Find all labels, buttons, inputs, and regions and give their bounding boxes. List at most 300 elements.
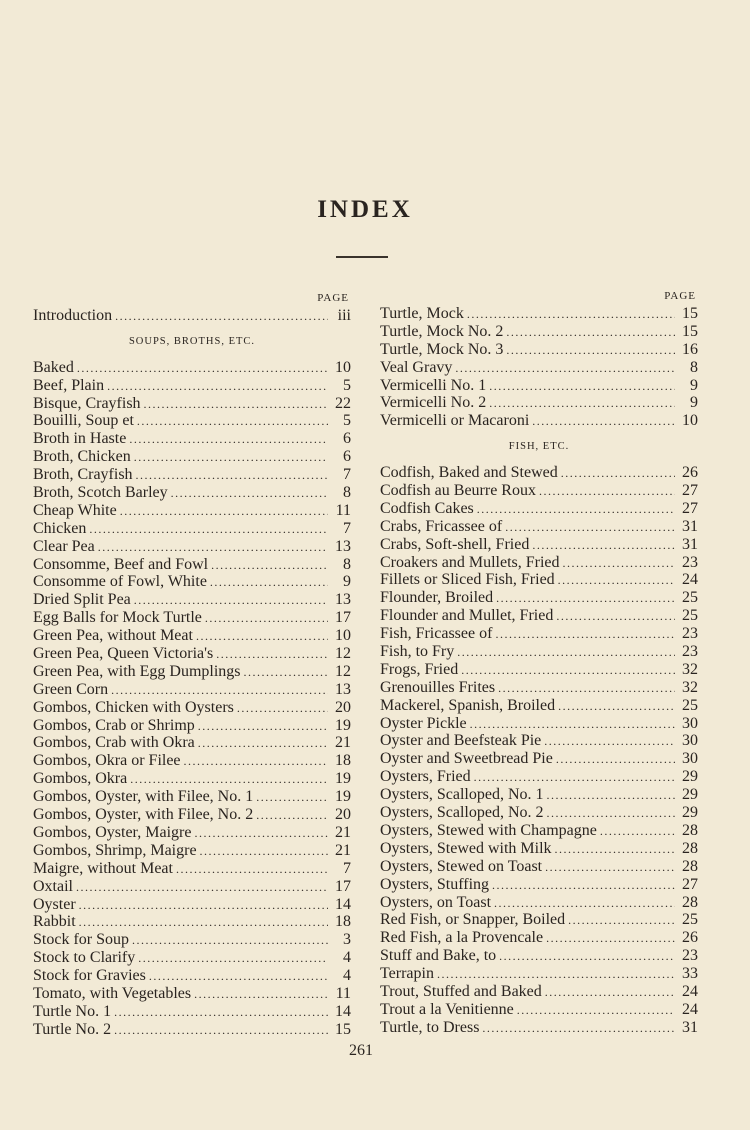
index-entry-introduction (33, 307, 351, 325)
index-entry (380, 858, 698, 876)
entry-name: Grenouilles Frites (380, 678, 496, 696)
leader-dots (149, 968, 328, 986)
leader-dots (256, 807, 328, 825)
entry-page: 14 (335, 895, 351, 913)
entry-page: 23 (682, 553, 698, 571)
entry-page: 19 (335, 716, 351, 734)
leader-dots (489, 395, 675, 413)
entry-name: Green Pea, with Egg Dumplings (33, 662, 241, 680)
entry-page: 33 (682, 965, 698, 983)
leader-dots (205, 610, 328, 628)
index-entry (33, 520, 351, 538)
leader-dots (489, 378, 675, 396)
index-entry (380, 305, 698, 323)
index-entry (33, 717, 351, 735)
entry-name: Codfish Cakes (380, 499, 474, 517)
index-entry (33, 645, 351, 663)
index-entry (33, 878, 351, 896)
entry-page: 3 (343, 931, 351, 949)
entry-page: 29 (682, 768, 698, 786)
index-entry (380, 482, 698, 500)
entry-name: Oysters, Stewed on Toast (380, 857, 543, 875)
entry-page: 23 (682, 625, 698, 643)
entry-page: 12 (335, 645, 351, 663)
entry-name: Croakers and Mullets, Fried (380, 553, 560, 571)
leader-dots (184, 753, 328, 771)
soups-entry-list (33, 359, 351, 1039)
fish-entry-list (380, 464, 698, 1037)
index-entry (33, 734, 351, 752)
entry-name: Introduction (33, 307, 113, 324)
entry-page: 28 (682, 821, 698, 839)
page-column-header: PAGE (664, 290, 696, 302)
leader-dots (98, 539, 328, 557)
entry-name: Red Fish, or Snapper, Boiled (380, 911, 566, 929)
leader-dots (600, 823, 675, 841)
index-entry (380, 661, 698, 679)
soups-continued-list (380, 305, 698, 430)
entry-page: 29 (682, 804, 698, 822)
entry-name: Turtle No. 1 (33, 1002, 112, 1020)
index-entry (33, 466, 351, 484)
entry-name: Trout, Stuffed and Baked (380, 982, 542, 1000)
leader-dots (457, 644, 675, 662)
index-entry (380, 732, 698, 750)
entry-name: Vermicelli No. 1 (380, 376, 487, 394)
entry-name: Trout a la Venitienne (380, 1000, 514, 1018)
index-entry (380, 804, 698, 822)
leader-dots (111, 682, 328, 700)
index-entry (380, 1019, 698, 1037)
entry-name: Flounder and Mullet, Fried (380, 607, 554, 625)
leader-dots (244, 664, 328, 682)
entry-page: 14 (335, 1002, 351, 1020)
leader-dots (120, 503, 328, 521)
index-entry (380, 929, 698, 947)
index-entry (33, 627, 351, 645)
entry-name: Gombos, Oyster, Maigre (33, 823, 192, 841)
leader-dots (77, 360, 328, 378)
entry-page: 22 (335, 394, 351, 412)
entry-page: 32 (682, 660, 698, 678)
entry-name: Oysters, Stewed with Milk (380, 839, 552, 857)
entry-page: 28 (682, 857, 698, 875)
leader-dots (211, 557, 328, 575)
index-entry (380, 965, 698, 983)
entry-name: Gombos, Shrimp, Maigre (33, 841, 197, 859)
entry-page: 17 (335, 609, 351, 627)
leader-dots (558, 698, 675, 716)
entry-name: Bisque, Crayfish (33, 394, 141, 412)
entry-name: Crabs, Fricassee of (380, 517, 503, 535)
index-entry (33, 967, 351, 985)
entry-page: 30 (682, 750, 698, 768)
entry-page: 27 (682, 875, 698, 893)
index-entry (380, 571, 698, 589)
leader-dots (556, 608, 675, 626)
entry-page: 25 (682, 696, 698, 714)
entry-name: Codfish, Baked and Stewed (380, 464, 558, 482)
entry-page: 19 (335, 770, 351, 788)
leader-dots (256, 789, 328, 807)
index-entry (33, 824, 351, 842)
entry-name: Rabbit (33, 913, 76, 931)
entry-page: 17 (335, 877, 351, 895)
index-entry (33, 931, 351, 949)
entry-page: 10 (682, 412, 698, 430)
leader-dots (467, 306, 675, 324)
entry-page: 27 (682, 499, 698, 517)
index-entry (33, 591, 351, 609)
index-entry (33, 556, 351, 574)
entry-page: 24 (682, 571, 698, 589)
entry-name: Maigre, without Meat (33, 859, 173, 877)
entry-page: 10 (335, 358, 351, 376)
entry-name: Stock to Clarify (33, 949, 136, 967)
entry-page: 8 (690, 358, 698, 376)
entry-name: Fillets or Sliced Fish, Fried (380, 571, 555, 589)
entry-name: Gombos, Okra (33, 770, 128, 788)
section-heading-fish: FISH, ETC. (508, 441, 570, 453)
entry-page: 28 (682, 893, 698, 911)
index-entry (33, 842, 351, 860)
leader-dots (176, 861, 328, 879)
entry-page: 9 (690, 394, 698, 412)
index-entry (380, 377, 698, 395)
entry-page: 9 (690, 376, 698, 394)
entry-name: Egg Balls for Mock Turtle (33, 609, 202, 627)
entry-name: Vermicelli No. 2 (380, 394, 487, 412)
entry-name: Oysters, Scalloped, No. 1 (380, 786, 544, 804)
leader-dots (130, 771, 328, 789)
leader-dots (532, 413, 675, 431)
entry-page: 16 (682, 340, 698, 358)
entry-name: Fish, to Fry (380, 643, 455, 661)
entry-page: 25 (682, 911, 698, 929)
entry-page: 32 (682, 678, 698, 696)
index-entry (380, 876, 698, 894)
entry-name: Baked (33, 358, 74, 376)
index-entry (33, 538, 351, 556)
index-entry (33, 609, 351, 627)
leader-dots (171, 485, 328, 503)
index-entry (33, 1021, 351, 1039)
index-entry (380, 518, 698, 536)
entry-name: Broth, Crayfish (33, 466, 133, 484)
leader-dots (506, 342, 675, 360)
leader-dots (546, 930, 675, 948)
entry-name: Oysters, Fried (380, 768, 471, 786)
index-entry (380, 394, 698, 412)
leader-dots (555, 841, 675, 859)
entry-name: Broth, Chicken (33, 448, 131, 466)
index-entry (33, 913, 351, 931)
leader-dots (114, 1022, 328, 1040)
leader-dots (532, 537, 675, 555)
entry-page: 18 (335, 752, 351, 770)
leader-dots (568, 912, 675, 930)
leader-dots (76, 879, 328, 897)
entry-page: 30 (682, 714, 698, 732)
entry-name: Gombos, Okra or Filee (33, 752, 181, 770)
leader-dots (114, 1004, 328, 1022)
leader-dots (79, 914, 328, 932)
entry-page: 27 (682, 482, 698, 500)
leader-dots (495, 626, 675, 644)
index-entry (380, 822, 698, 840)
leader-dots (89, 521, 328, 539)
entry-name: Stock for Soup (33, 931, 129, 949)
entry-page: 24 (682, 1000, 698, 1018)
entry-name: Terrapin (380, 965, 434, 983)
index-entry (33, 681, 351, 699)
entry-name: Green Pea, without Meat (33, 627, 193, 645)
entry-name: Oysters, on Toast (380, 893, 492, 911)
index-entry (33, 788, 351, 806)
entry-name: Red Fish, a la Provencale (380, 929, 544, 947)
leader-dots (492, 877, 675, 895)
index-entry (33, 448, 351, 466)
leader-dots (558, 572, 675, 590)
index-entry (33, 377, 351, 395)
index-entry (380, 1001, 698, 1019)
page-number: 261 (349, 1042, 373, 1059)
index-entry (380, 840, 698, 858)
index-entry (33, 806, 351, 824)
entry-page: 18 (335, 913, 351, 931)
index-entry (380, 554, 698, 572)
entry-page: 20 (335, 806, 351, 824)
index-entry (380, 412, 698, 430)
entry-name: Oyster and Sweetbread Pie (380, 750, 553, 768)
index-entry (380, 536, 698, 554)
leader-dots (517, 1002, 675, 1020)
entry-page: 4 (343, 967, 351, 985)
entry-page: 13 (335, 680, 351, 698)
section-heading-soups: SOUPS, BROTHS, ETC. (128, 335, 256, 347)
entry-name: Oysters, Scalloped, No. 2 (380, 804, 544, 822)
leader-dots (545, 859, 675, 877)
entry-page: 8 (343, 484, 351, 502)
entry-page: 26 (682, 464, 698, 482)
index-entry (380, 589, 698, 607)
entry-name: Broth in Haste (33, 430, 127, 448)
leader-dots (237, 700, 328, 718)
index-entry (33, 949, 351, 967)
index-entry (33, 896, 351, 914)
index-entry (380, 341, 698, 359)
index-entry (380, 715, 698, 733)
entry-page: 5 (343, 412, 351, 430)
entry-page: 21 (335, 841, 351, 859)
index-entry (33, 860, 351, 878)
entry-page: 7 (343, 859, 351, 877)
leader-dots (210, 574, 328, 592)
entry-name: Oyster and Beefsteak Pie (380, 732, 542, 750)
entry-name: Clear Pea (33, 537, 95, 555)
index-right-column (380, 290, 698, 1037)
leader-dots (200, 843, 328, 861)
entry-name: Oxtail (33, 877, 73, 895)
page-column-header: PAGE (317, 292, 349, 304)
index-entry (380, 679, 698, 697)
entry-name: Mackerel, Spanish, Broiled (380, 696, 556, 714)
leader-dots (561, 465, 675, 483)
index-entry (380, 697, 698, 715)
entry-name: Veal Gravy (380, 358, 453, 376)
entry-page: 29 (682, 786, 698, 804)
leader-dots (482, 1020, 675, 1038)
leader-dots (455, 360, 675, 378)
index-entry (33, 573, 351, 591)
entry-page: 15 (682, 322, 698, 340)
leader-dots (138, 950, 328, 968)
index-entry (33, 412, 351, 430)
entry-page: 19 (335, 788, 351, 806)
leader-dots (556, 751, 675, 769)
entry-name: Bouilli, Soup et (33, 412, 134, 430)
index-entry (380, 607, 698, 625)
leader-dots (196, 628, 328, 646)
entry-page: 20 (335, 698, 351, 716)
index-entry (33, 663, 351, 681)
leader-dots (506, 324, 675, 342)
index-entry (380, 786, 698, 804)
leader-dots (547, 787, 675, 805)
index-entry (380, 768, 698, 786)
entry-page: 4 (343, 949, 351, 967)
index-entry (33, 430, 351, 448)
entry-page: 7 (343, 466, 351, 484)
entry-name: Vermicelli or Macaroni (380, 412, 530, 430)
leader-dots (198, 718, 328, 736)
entry-name: Broth, Scotch Barley (33, 484, 168, 502)
entry-name: Cheap White (33, 501, 117, 519)
leader-dots (194, 825, 328, 843)
entry-page: 15 (335, 1020, 351, 1038)
index-entry (33, 985, 351, 1003)
entry-page: 6 (343, 430, 351, 448)
leader-dots (461, 662, 675, 680)
leader-dots (134, 592, 328, 610)
index-entry (380, 323, 698, 341)
leader-dots (194, 986, 328, 1004)
entry-name: Turtle, Mock No. 3 (380, 340, 504, 358)
leader-dots (545, 984, 675, 1002)
leader-dots (474, 769, 675, 787)
entry-name: Consomme, Beef and Fowl (33, 555, 209, 573)
index-entry (380, 983, 698, 1001)
entry-name: Oyster Pickle (380, 714, 467, 732)
entry-page: 7 (343, 519, 351, 537)
entry-page: 24 (682, 982, 698, 1000)
entry-name: Frogs, Fried (380, 660, 459, 678)
entry-name: Stock for Gravies (33, 967, 146, 985)
leader-dots (539, 483, 675, 501)
entry-name: Turtle, to Dress (380, 1018, 480, 1036)
entry-name: Stuff and Bake, to (380, 947, 497, 965)
entry-page: 23 (682, 947, 698, 965)
entry-name: Gombos, Crab with Okra (33, 734, 195, 752)
entry-page: 23 (682, 643, 698, 661)
index-entry (380, 643, 698, 661)
entry-page: 30 (682, 732, 698, 750)
entry-name: Oysters, Stewed with Champagne (380, 821, 597, 839)
entry-name: Turtle, Mock No. 2 (380, 322, 504, 340)
leader-dots (499, 948, 675, 966)
entry-page: 11 (335, 984, 351, 1002)
leader-dots (505, 519, 675, 537)
leader-dots (115, 308, 328, 326)
leader-dots (107, 378, 328, 396)
entry-page: 21 (335, 734, 351, 752)
entry-page: 21 (335, 823, 351, 841)
entry-page: 25 (682, 607, 698, 625)
entry-page: 6 (343, 448, 351, 466)
leader-dots (129, 431, 328, 449)
index-entry (380, 464, 698, 482)
entry-name: Codfish au Beurre Roux (380, 482, 536, 500)
entry-page: 8 (343, 555, 351, 573)
leader-dots (547, 805, 675, 823)
entry-name: Green Corn (33, 680, 109, 698)
index-entry (33, 484, 351, 502)
leader-dots (136, 467, 328, 485)
entry-page: 31 (682, 517, 698, 535)
entry-name: Gombos, Oyster, with Filee, No. 2 (33, 806, 254, 824)
entry-page: 11 (335, 501, 351, 519)
entry-name: Gombos, Oyster, with Filee, No. 1 (33, 788, 254, 806)
entry-name: Chicken (33, 519, 87, 537)
entry-name: Oyster (33, 895, 76, 913)
entry-name: Fish, Fricassee of (380, 625, 493, 643)
entry-page: 13 (335, 591, 351, 609)
page-title: INDEX (317, 196, 413, 223)
entry-page: 26 (682, 929, 698, 947)
index-entry (33, 502, 351, 520)
entry-page: 25 (682, 589, 698, 607)
leader-dots (544, 733, 675, 751)
index-entry (33, 752, 351, 770)
entry-page: 5 (343, 376, 351, 394)
index-entry (33, 1003, 351, 1021)
entry-name: Turtle No. 2 (33, 1020, 112, 1038)
entry-name: Flounder, Broiled (380, 589, 494, 607)
index-entry (33, 770, 351, 788)
leader-dots (498, 680, 675, 698)
leader-dots (563, 555, 675, 573)
leader-dots (134, 449, 328, 467)
index-entry (380, 625, 698, 643)
index-left-column (33, 292, 351, 1039)
leader-dots (494, 895, 675, 913)
index-entry (33, 359, 351, 377)
leader-dots (496, 590, 675, 608)
leader-dots (144, 396, 328, 414)
entry-name: Tomato, with Vegetables (33, 984, 192, 1002)
entry-name: Oysters, Stuffing (380, 875, 490, 893)
index-entry (380, 894, 698, 912)
entry-name: Gombos, Chicken with Oysters (33, 698, 234, 716)
leader-dots (132, 932, 328, 950)
leader-dots (216, 646, 328, 664)
leader-dots (470, 716, 675, 734)
entry-page: 12 (335, 662, 351, 680)
entry-page: 31 (682, 1018, 698, 1036)
entry-page: 15 (682, 305, 698, 322)
index-entry (380, 359, 698, 377)
entry-name: Turtle, Mock (380, 305, 464, 322)
